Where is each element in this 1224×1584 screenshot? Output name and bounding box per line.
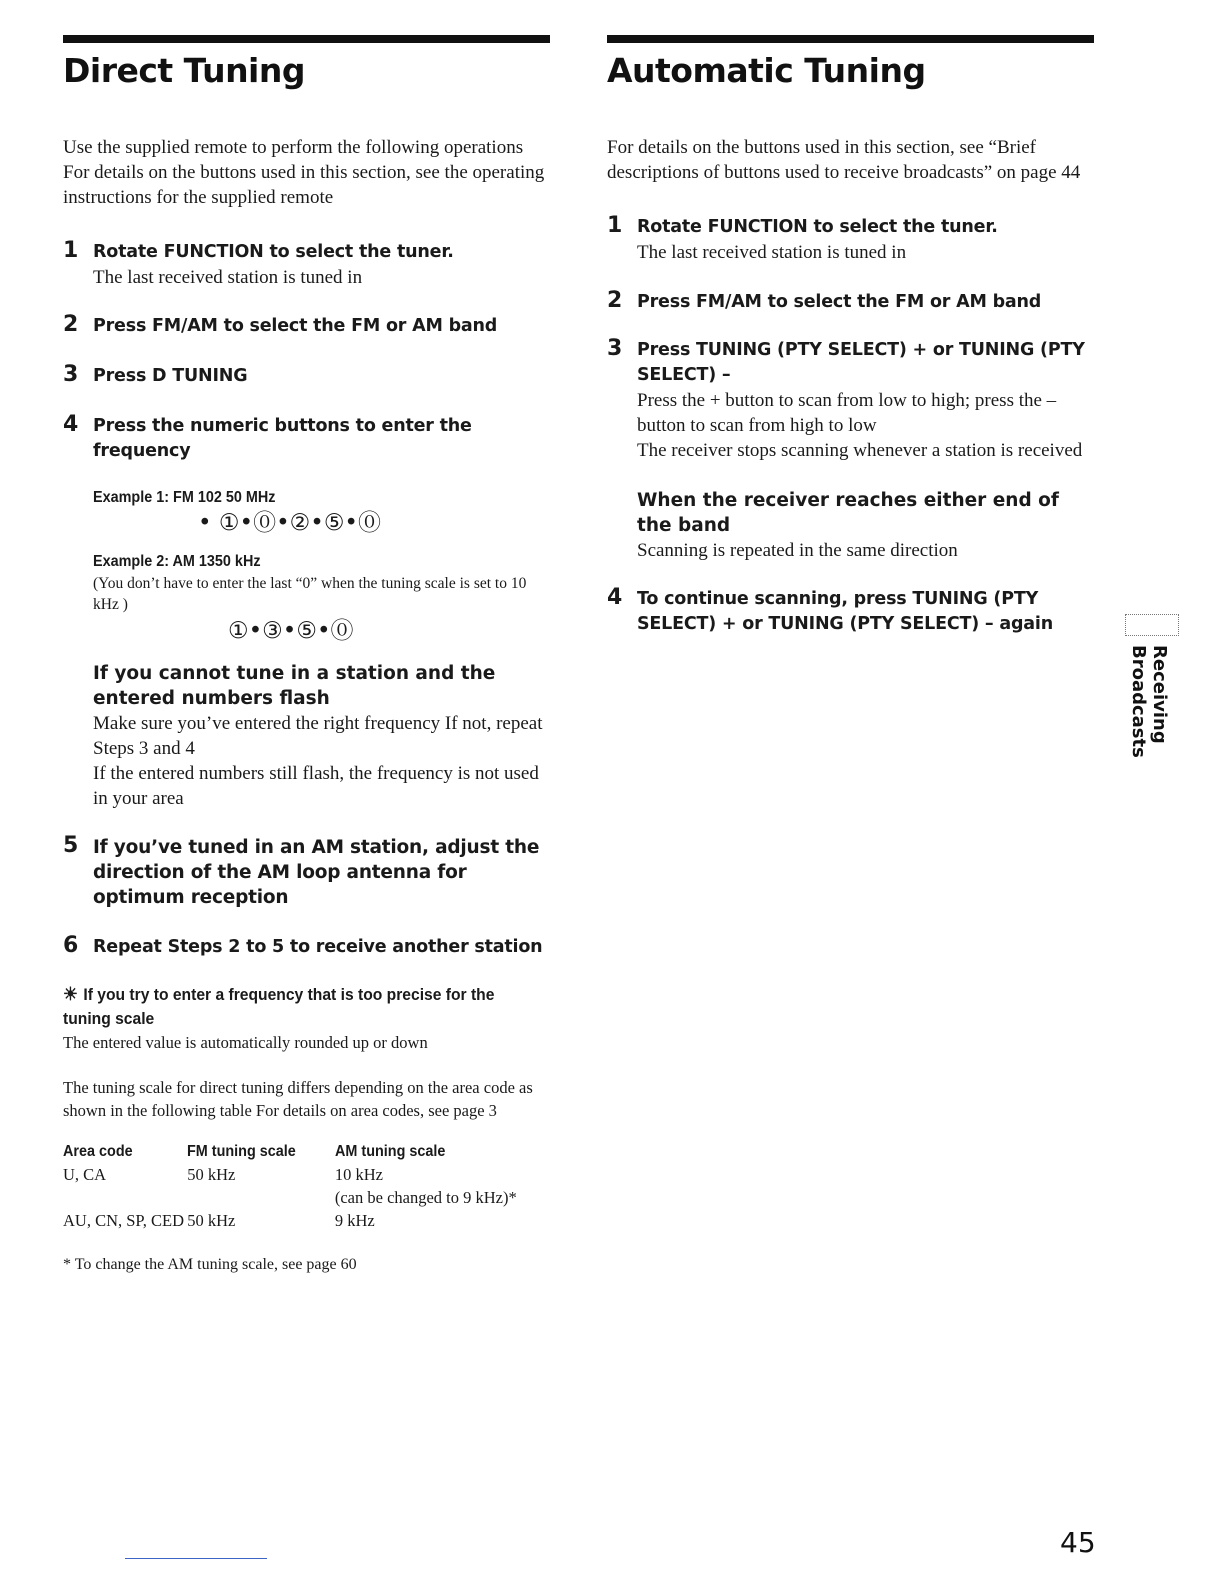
step-3 [607, 338, 1094, 463]
step-body: The last received station is tuned in [93, 267, 363, 288]
step-body: Press the + button to scan from low to high; press the – button to scan from high to low [637, 390, 1057, 436]
step-title: Press FM/AM to select the FM or AM band [637, 292, 1042, 312]
keypad-sequence: ①•③•⑤•⓪ [228, 618, 354, 644]
tip-title-text: If you try to enter a frequency that is too precise for the tuning scale [63, 985, 495, 1028]
tuning-scale-paragraph: The tuning scale for direct tuning differs depending on the area code as shown in the following table For details on area codes, see page 3 [63, 1078, 533, 1120]
table-cell-note: (can be changed to 9 kHz)* [334, 1188, 517, 1207]
right-column [607, 35, 1094, 637]
step-number: 2 [63, 312, 79, 337]
keypad-sequence: • ①•⓪•②•⑤•⓪ [198, 510, 382, 536]
table-cell-value: 10 kHz [334, 1165, 383, 1184]
intro-paragraph: For details on the buttons used in this section, see “Brief descriptions of buttons used to receive broadcasts” on page 44 [607, 137, 1081, 183]
tip-block [63, 982, 550, 1054]
section-title-direct-tuning: Direct Tuning [63, 51, 305, 90]
step-title: Press D TUNING [93, 366, 248, 386]
side-tab-label: Receiving Broadcasts [1128, 645, 1170, 758]
footnote: * To change the AM tuning scale, see page 60 [63, 1256, 357, 1273]
step-2 [607, 290, 1094, 315]
tip-title [63, 982, 541, 1031]
band-note-body: Scanning is repeated in the same direction [637, 540, 958, 561]
step-title: Press the numeric buttons to enter the frequency [93, 416, 472, 461]
step-number: 3 [607, 336, 623, 361]
step-number: 1 [607, 213, 623, 238]
step-title: To continue scanning, press TUNING (PTY SELECT) + or TUNING (PTY SELECT) – again [637, 589, 1053, 634]
troubleshoot-block [63, 661, 550, 811]
step-title: Repeat Steps 2 to 5 to receive another station [93, 937, 543, 957]
example-2 [63, 551, 550, 645]
bottom-divider [125, 1558, 267, 1559]
table-cell: 50 kHz [187, 1165, 236, 1184]
step-2 [63, 314, 550, 339]
example-title: Example 1: FM 102 50 MHz [93, 489, 276, 506]
table-cell: 9 kHz [334, 1211, 375, 1230]
troubleshoot-body: Make sure you’ve entered the right frequency If not, repeat Steps 3 and 4 [93, 713, 543, 759]
step-title: Press FM/AM to select the FM or AM band [93, 316, 498, 336]
band-note-block [607, 488, 1094, 563]
table-cell [335, 1163, 550, 1209]
step-number: 5 [63, 833, 79, 858]
step-1 [63, 240, 550, 290]
troubleshoot-body: If the entered numbers still flash, the frequency is not used in your area [93, 763, 539, 809]
troubleshoot-title: If you cannot tune in a station and the entered numbers flash [93, 663, 496, 709]
page-number: 45 [1060, 1526, 1096, 1559]
step-body: The last received station is tuned in [637, 242, 907, 263]
step-title: Press TUNING (PTY SELECT) + or TUNING (PTY SELECT) – [637, 340, 1085, 385]
left-column [63, 35, 550, 1276]
step-1 [607, 215, 1094, 265]
step-number: 4 [607, 585, 623, 610]
step-title: If you’ve tuned in an AM station, adjust the direction of the AM loop antenna for optimum reception [93, 837, 540, 908]
table-header: AM tuning scale [334, 1143, 446, 1160]
band-note-title: When the receiver reaches either end of the band [637, 490, 1059, 536]
step-3 [63, 364, 550, 389]
example-note: (You don’t have to enter the last “0” when the tuning scale is set to 10 kHz ) [93, 575, 527, 613]
table-cell: AU, CN, SP, CED [63, 1211, 185, 1230]
intro-paragraph: Use the supplied remote to perform the following operations For details on the buttons used in this section, see the operating instructions for the supplied remote [63, 137, 545, 208]
step-number: 1 [63, 238, 79, 263]
step-4 [607, 587, 1094, 637]
side-tab-marker [1125, 614, 1179, 636]
lightbulb-icon: ☀ [63, 984, 78, 1004]
example-1 [63, 487, 550, 537]
table-cell: 50 kHz [187, 1211, 236, 1230]
step-number: 3 [63, 362, 79, 387]
step-6 [63, 935, 550, 960]
step-title: Rotate FUNCTION to select the tuner. [637, 217, 998, 237]
tuning-scale-table [63, 1140, 550, 1232]
example-title: Example 2: AM 1350 kHz [93, 553, 261, 570]
step-number: 6 [63, 933, 79, 958]
section-title-automatic-tuning: Automatic Tuning [607, 51, 926, 90]
table-row [63, 1163, 550, 1209]
step-body: The receiver stops scanning whenever a station is received [637, 440, 1083, 461]
table-header: Area code [63, 1143, 133, 1160]
step-number: 4 [63, 412, 79, 437]
step-number: 2 [607, 288, 623, 313]
step-5 [63, 835, 550, 910]
table-row [63, 1209, 550, 1232]
tip-body: The entered value is automatically rounded up or down [63, 1033, 428, 1052]
table-header-row [63, 1140, 550, 1163]
table-cell: U, CA [63, 1165, 107, 1184]
step-4 [63, 414, 550, 464]
section-rule [63, 35, 550, 43]
section-rule [607, 35, 1094, 43]
step-title: Rotate FUNCTION to select the tuner. [93, 242, 454, 262]
table-header: FM tuning scale [187, 1143, 297, 1160]
